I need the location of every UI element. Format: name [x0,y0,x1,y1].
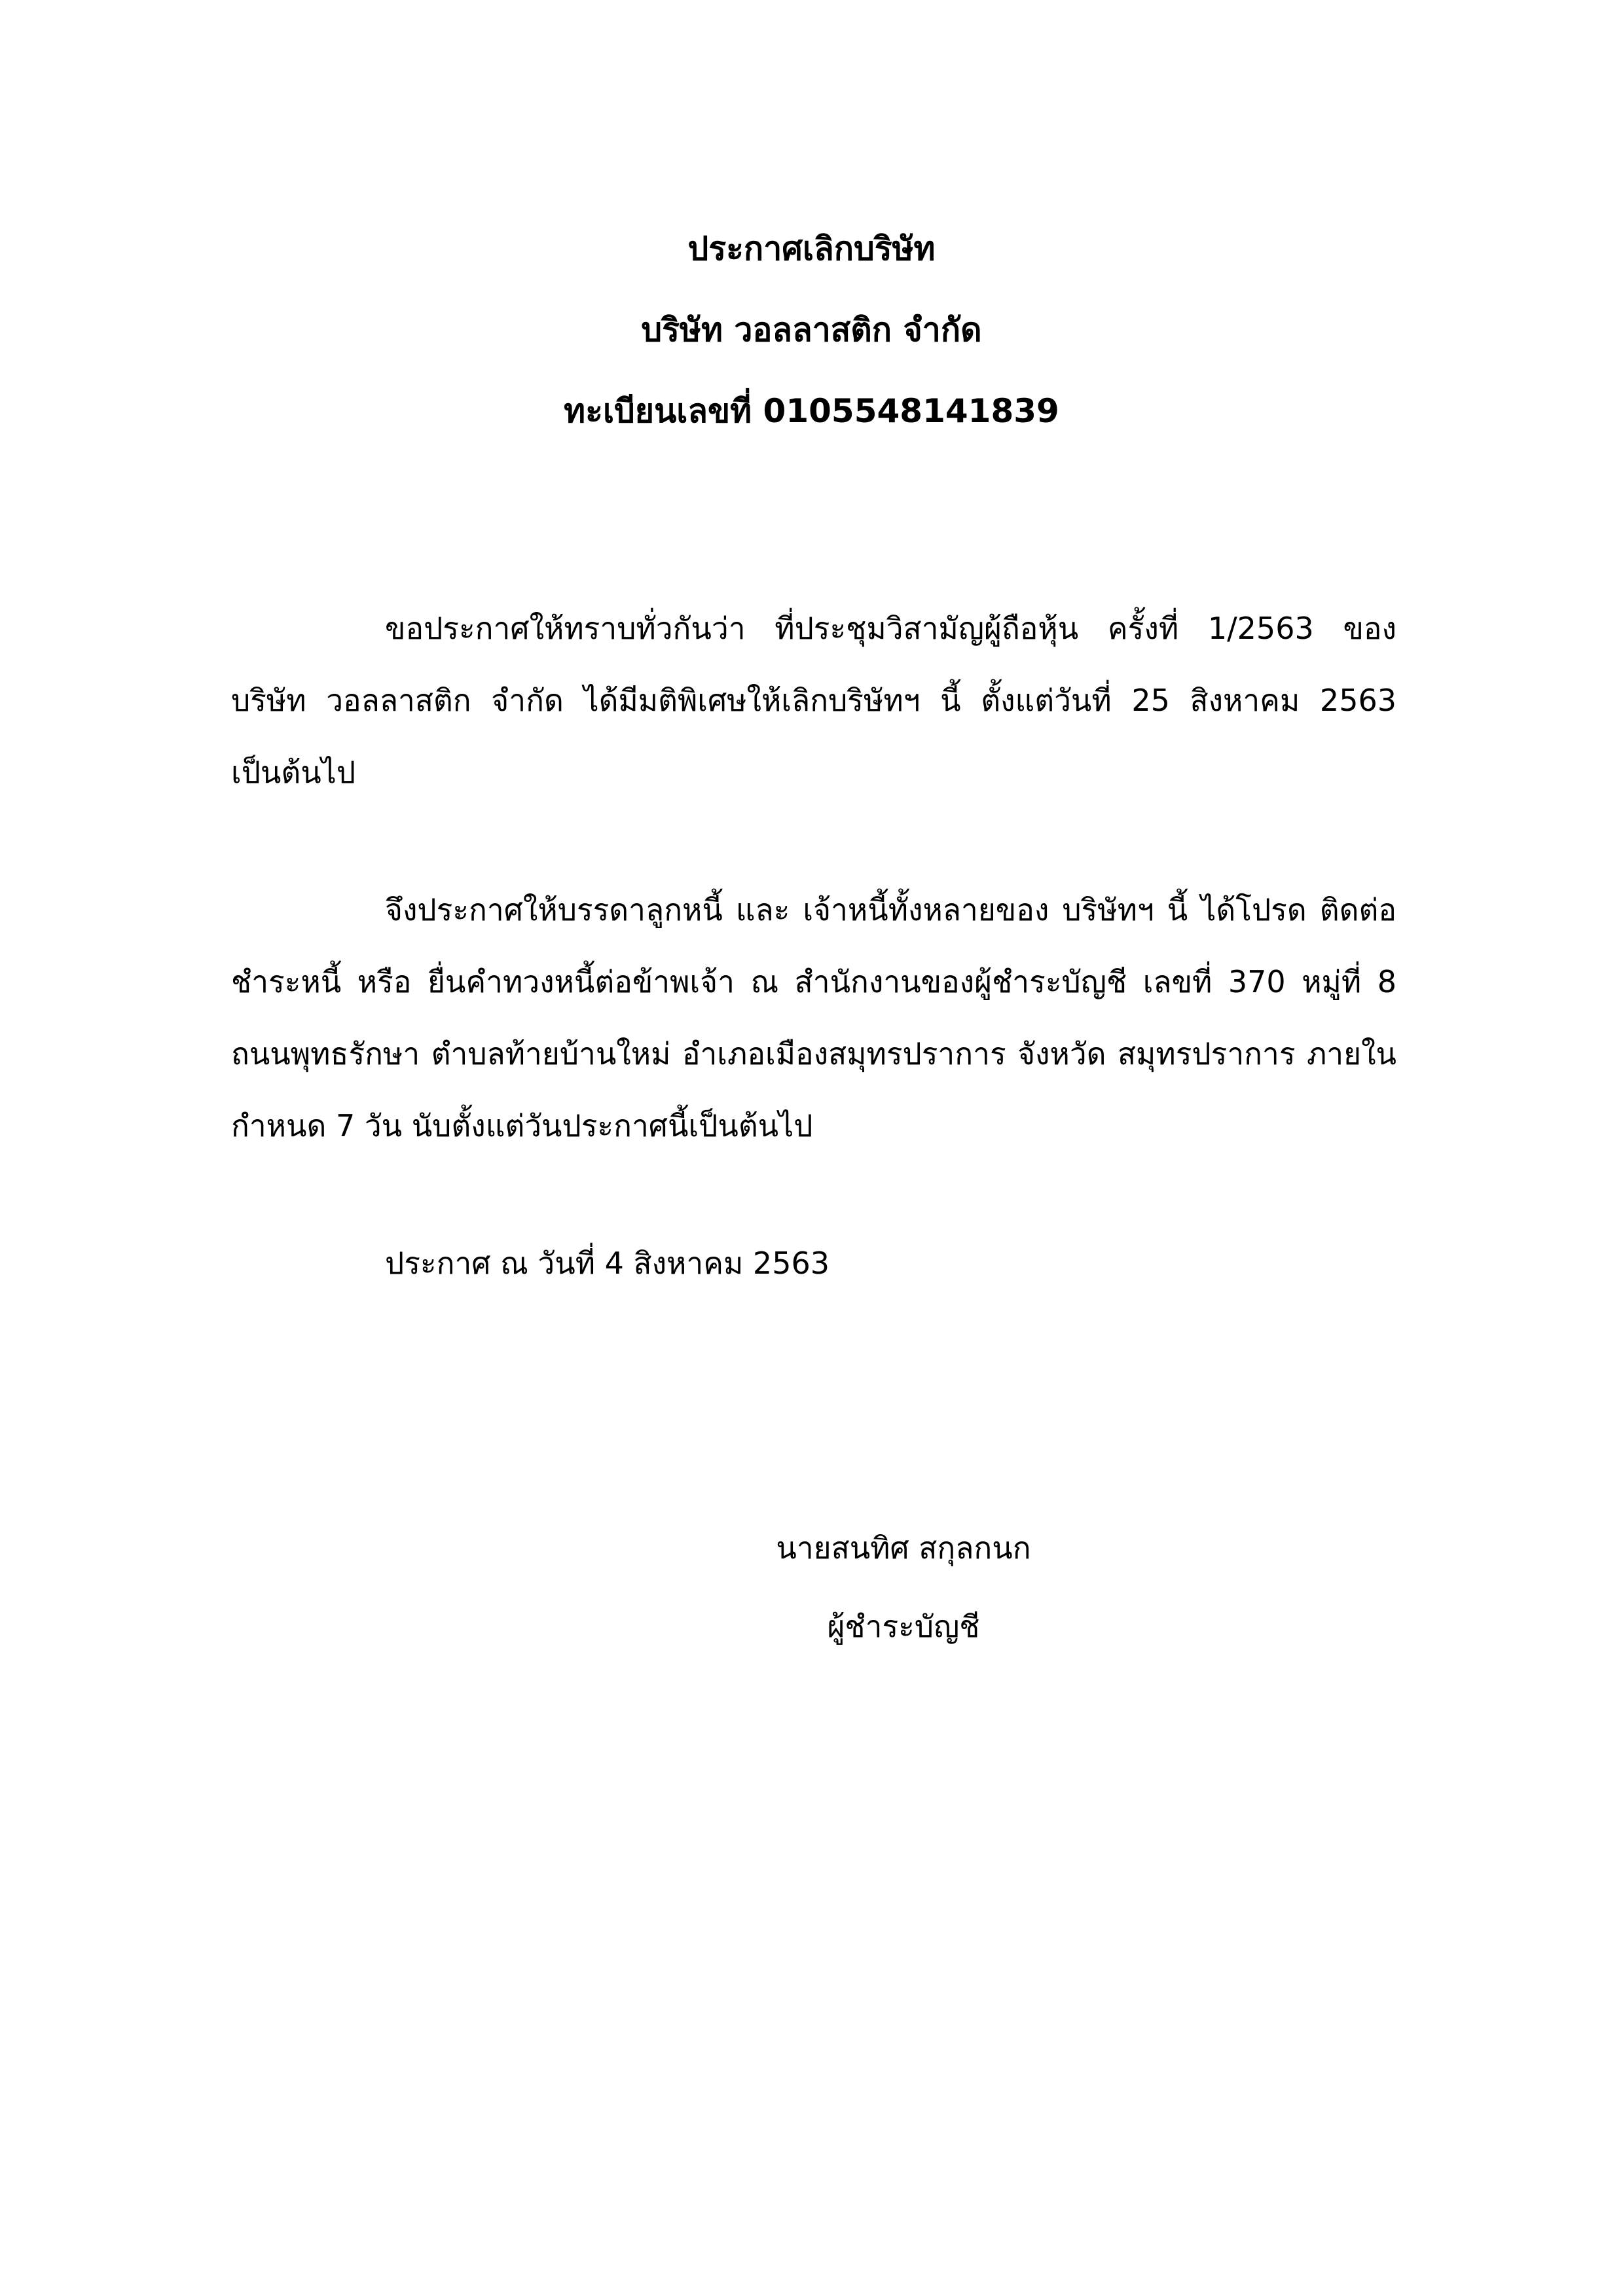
creditor-notice-text: จึงประกาศให้บรรดาลูกหนี้ และ เจ้าหนี้ทั้งหลายของ บริษัทฯ นี้ ได้โปรด ติดต่อชำระหนี้ หรือ ยื่นคำทวงหนี้ต่อข้าพเจ้า ณ สำนักงานของผู้ชำระบัญชี เลขที่ 370 หมู่ที่ 8 ถนนพุทธรักษา ตำบลท้ายบ้านใหม่ อำเภอเมืองสมุทรปราการ จังหวัด สมุทรปราการ ภายในกำหนด 7 วัน นับตั้งแต่วันประกาศนี้เป็นต้นไป [231,892,1396,1143]
resolution-text: ขอประกาศให้ทราบทั่วกันว่า ที่ประชุมวิสามัญผู้ถือหุ้น ครั้งที่ 1/2563 ของ บริษัท วอลลาสติก จำกัด ได้มีมติพิเศษให้เลิกบริษัทฯ นี้ ตั้งแต่วันที่ 25 สิงหาคม 2563 เป็นต้นไป [231,611,1396,790]
registration-number: ทะเบียนเลขที่ 0105548141839 [564,392,1059,430]
resolution-paragraph [231,592,1396,808]
announcement-date: ประกาศ ณ วันที่ 4 สิงหาคม 2563 [385,1246,830,1281]
company-name: บริษัท วอลลาสติก จำกัด [641,311,982,349]
signatory-title: ผู้ชำระบัญชี [827,1609,980,1644]
creditor-notice-paragraph [231,874,1396,1162]
signatory-name: นายสนทิศ สกุลกนก [776,1530,1031,1566]
announcement-title: ประกาศเลิกบริษัท [687,230,936,268]
